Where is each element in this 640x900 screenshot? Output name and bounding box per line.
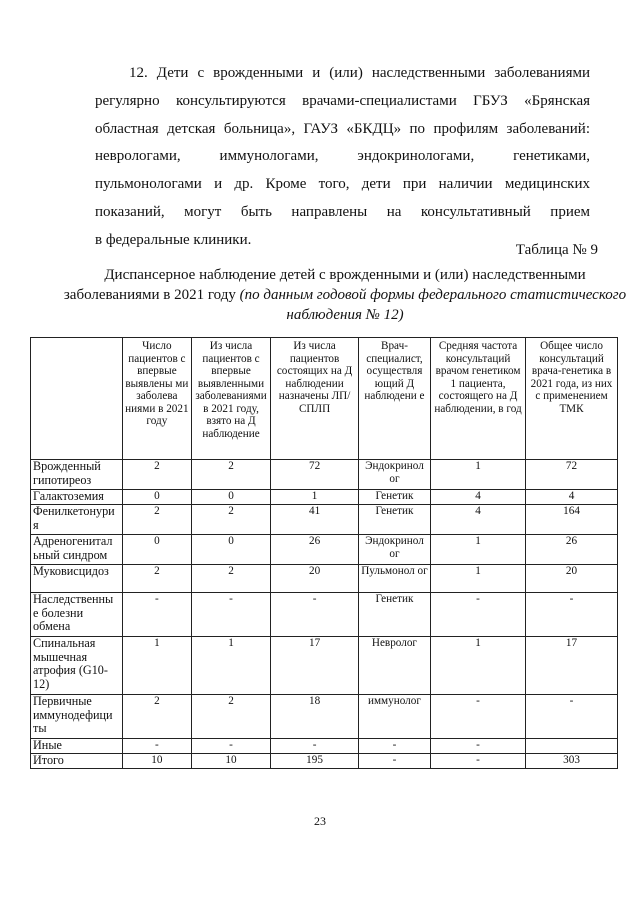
row-label: Фенилкетонури я [31, 505, 123, 535]
table-cell: 2 [191, 460, 270, 490]
table-cell: 2 [122, 505, 191, 535]
table-cell: 1 [431, 535, 526, 565]
table-cell: Эндокринол ог [358, 535, 430, 565]
table-cell: иммунолог [358, 695, 430, 739]
table-cell: 10 [122, 754, 191, 769]
row-label: Галактоземия [31, 490, 123, 505]
table-cell: 2 [122, 460, 191, 490]
table-cell: Пульмонол ог [358, 565, 430, 593]
row-label: Наследственны е болезни обмена [31, 593, 123, 637]
table-cell: 17 [526, 637, 618, 695]
page-number: 23 [314, 814, 326, 828]
table-row [31, 695, 618, 739]
table-cell: 4 [526, 490, 618, 505]
table-cell [526, 739, 618, 754]
table-cell: - [431, 739, 526, 754]
paragraph-line: 12. Дети с врожденными и (или) наследственными заболеваниями [129, 65, 590, 81]
table-cell: - [526, 593, 618, 637]
header-cell: Общее число консультаций врача-генетика в 2021 года, из них с применением ТМК [526, 338, 618, 460]
table-cell: 20 [271, 565, 359, 593]
table-cell: - [271, 593, 359, 637]
table-cell: 72 [271, 460, 359, 490]
table-row [31, 739, 618, 754]
row-label: Итого [31, 754, 123, 769]
table-cell: 2 [191, 505, 270, 535]
table-header-row [31, 338, 618, 460]
table-row [31, 637, 618, 695]
row-label: Иные [31, 739, 123, 754]
table-row [31, 505, 618, 535]
table-row [31, 460, 618, 490]
header-cell: Средняя частота консультаций врачом генетиком 1 пациента, состоящего на Д наблюдении, в год [431, 338, 526, 460]
table-cell: 2 [122, 565, 191, 593]
table-row [31, 490, 618, 505]
table-cell: Генетик [358, 490, 430, 505]
table-cell: 20 [526, 565, 618, 593]
table-cell: - [358, 754, 430, 769]
header-cell: Число пациентов с впервые выявлены ми заболева ниями в 2021 году [122, 338, 191, 460]
table-row [31, 565, 618, 593]
table-cell: 2 [191, 565, 270, 593]
table-cell: 10 [191, 754, 270, 769]
row-label: Муковисцидоз [31, 565, 123, 593]
table-cell: - [358, 739, 430, 754]
header-cell: Из числа пациентов с впервые выявленными заболеваниями в 2021 году, взято на Д наблюдение [191, 338, 270, 460]
header-cell: Врач-специалист, осуществля ющий Д наблюдени е [358, 338, 430, 460]
table-cell: - [271, 739, 359, 754]
table-cell: 164 [526, 505, 618, 535]
table-cell: Генетик [358, 593, 430, 637]
dispensary-table [30, 337, 618, 769]
table-cell: - [526, 695, 618, 739]
paragraph-line: областная детская больница», ГАУЗ «БКДЦ» по профилям заболеваний: [95, 120, 590, 137]
table-cell: 1 [431, 565, 526, 593]
table-cell: 18 [271, 695, 359, 739]
table-cell: - [122, 739, 191, 754]
table-cell: Генетик [358, 505, 430, 535]
paragraph-line: пульмонологами и др. Кроме того, дети при наличии медицинских [95, 176, 590, 193]
row-label: Адреногенитал ьный синдром [31, 535, 123, 565]
paragraph-line: в федеральные клиники. [95, 231, 252, 248]
table-cell: 17 [271, 637, 359, 695]
table-cell: 1 [271, 490, 359, 505]
table-cell: - [431, 695, 526, 739]
table-cell: 72 [526, 460, 618, 490]
table-cell: - [122, 593, 191, 637]
table-cell: 4 [431, 490, 526, 505]
table-row [31, 535, 618, 565]
table-row-total [31, 754, 618, 769]
table-row [31, 593, 618, 637]
table-cell: 41 [271, 505, 359, 535]
table-cell: - [191, 593, 270, 637]
table-cell: 195 [271, 754, 359, 769]
row-label: Спинальная мышечная атрофия (G10-12) [31, 637, 123, 695]
row-label: Первичные иммунодефици ты [31, 695, 123, 739]
table-cell: Эндокринол ог [358, 460, 430, 490]
row-label: Врожденный гипотиреоз [31, 460, 123, 490]
table-cell: - [431, 754, 526, 769]
table-title [60, 265, 630, 325]
table-cell: 0 [122, 535, 191, 565]
paragraph-line: показаний, могут быть направлены на консультативный прием [95, 203, 590, 220]
paragraph-line: неврологами, иммунологами, эндокринологами, генетиками, [95, 148, 590, 165]
table-cell: 2 [191, 695, 270, 739]
table-cell: 0 [191, 490, 270, 505]
table-cell: 0 [191, 535, 270, 565]
paragraph-line: регулярно консультируются врачами-специалистами ГБУЗ «Брянская [95, 92, 590, 109]
table-cell: 4 [431, 505, 526, 535]
table-number: Таблица № 9 [515, 242, 598, 258]
table-cell: 0 [122, 490, 191, 505]
table-cell: 26 [271, 535, 359, 565]
table-cell: - [431, 593, 526, 637]
table-cell: Невролог [358, 637, 430, 695]
table-cell: 1 [122, 637, 191, 695]
table-cell: - [191, 739, 270, 754]
table-cell: 1 [431, 637, 526, 695]
table-cell: 303 [526, 754, 618, 769]
table-cell: 26 [526, 535, 618, 565]
table-title-main: Диспансерное наблюдение детей с врожденными и (или) наследственными заболеваниями в 2021 году [63, 267, 586, 303]
table-title-source: (по данным годовой формы федерального статистического наблюдения № 12) [239, 287, 627, 323]
header-cell [31, 338, 123, 460]
header-cell: Из числа пациентов состоящих на Д наблюдении назначены ЛП/СПЛП [271, 338, 359, 460]
table-cell: 1 [431, 460, 526, 490]
table-cell: 1 [191, 637, 270, 695]
intro-paragraph [95, 60, 590, 255]
table-cell: 2 [122, 695, 191, 739]
